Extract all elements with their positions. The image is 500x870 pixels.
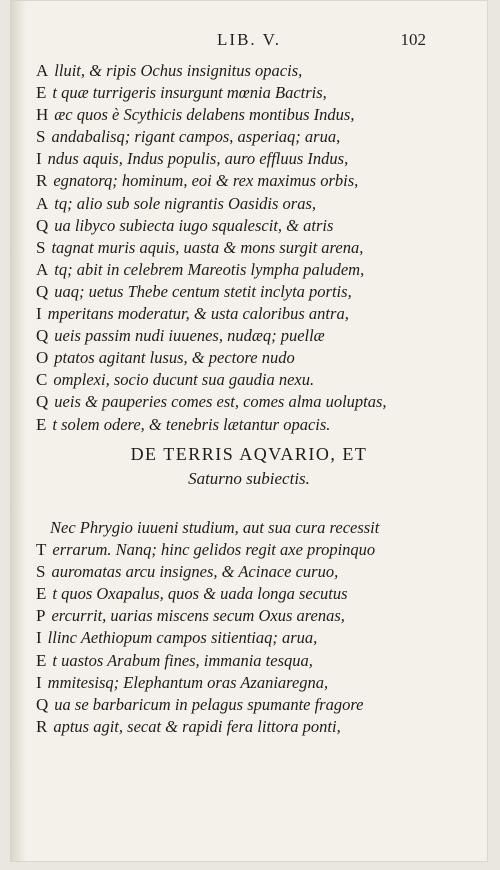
verse-text: t quos Oxapalus, quos & uada longa secutus [52, 584, 348, 604]
verse-text: tagnat muris aquis, uasta & mons surgit arena, [51, 237, 364, 257]
verse-initial: E [36, 584, 47, 604]
verse-block-1 [36, 60, 466, 436]
verse-line [36, 60, 466, 82]
verse-text: lluit, & ripis Ochus insignitus opacis, [54, 61, 303, 80]
verse-initial: Q [36, 215, 49, 235]
verse-text: ua se barbaricum in pelagus spumante fragore [54, 694, 364, 714]
verse-text: auromatas arcu insignes, & Acinace curuo, [51, 562, 339, 582]
verse-line [36, 259, 466, 281]
verse-line [36, 561, 466, 583]
verse-line [36, 82, 466, 104]
verse-line [36, 303, 466, 325]
verse-line [36, 104, 466, 126]
page-number: 102 [400, 30, 426, 49]
verse-text: llinc Aethiopum campos sitientiaq; arua, [47, 628, 318, 648]
verse-initial: Q [36, 392, 49, 412]
verse-line [36, 716, 466, 738]
section-title-line1: DE TERRIS AQVARIO, ET [130, 444, 368, 464]
verse-initial: P [36, 606, 46, 626]
verse-text: ercurrit, uarias miscens secum Oxus arenas, [51, 606, 345, 626]
book-page [10, 0, 488, 862]
verse-initial: E [36, 650, 47, 670]
verse-initial: I [36, 628, 42, 648]
verse-initial: A [36, 259, 49, 279]
verse-initial: Q [36, 326, 49, 346]
verse-text: mmitesisq; Elephantum oras Azaniaregna, [47, 672, 329, 692]
verse-initial: S [36, 237, 46, 257]
verse-line [36, 148, 466, 170]
verse-text: ueis & pauperies comes est, comes alma uoluptas, [54, 392, 387, 412]
verse-initial: A [36, 193, 49, 213]
verse-initial: R [36, 171, 48, 191]
verse-line [36, 215, 466, 237]
verse-text: errarum. Nanq; hinc gelidos regit axe propinquo [52, 540, 376, 560]
page-gutter-shadow [10, 0, 26, 862]
verse-line [36, 193, 466, 215]
verse-text: tq; abit in celebrem Mareotis lympha paludem, [54, 259, 365, 279]
verse-initial: A [36, 61, 49, 80]
verse-line [36, 170, 466, 192]
verse-initial: C [36, 370, 48, 390]
section-title-line2: Saturno subiectis. [188, 469, 310, 488]
verse-text: ptatos agitant lusus, & pectore nudo [54, 348, 295, 368]
section-heading [10, 441, 488, 491]
verse-line [36, 650, 466, 672]
verse-initial: I [36, 149, 42, 169]
verse-initial: R [36, 716, 48, 736]
verse-line [36, 347, 466, 369]
running-head: LIB. V. [217, 30, 281, 49]
page-header [10, 30, 488, 54]
verse-initial: S [36, 127, 46, 147]
verse-text: Nec Phrygio iuueni studium, aut sua cura recessit [50, 518, 380, 537]
verse-initial: E [36, 83, 47, 103]
verse-line [36, 583, 466, 605]
verse-text: ua libyco subiecta iugo squalescit, & atris [54, 215, 334, 235]
verse-initial: Q [36, 694, 49, 714]
verse-line [36, 694, 466, 716]
verse-initial: S [36, 562, 46, 582]
verse-line [36, 605, 466, 627]
verse-initial: I [36, 304, 42, 324]
verse-initial: Q [36, 281, 49, 301]
verse-line [36, 126, 466, 148]
verse-text: aptus agit, secat & rapidi fera littora ponti, [53, 716, 341, 736]
verse-text: t quæ turrigeris insurgunt mœnia Bactris, [52, 83, 327, 103]
verse-line [36, 414, 466, 436]
verse-text: æc quos è Scythicis delabens montibus Indus, [54, 105, 355, 125]
verse-initial: O [36, 348, 49, 368]
verse-line [36, 391, 466, 413]
verse-text: tq; alio sub sole nigrantis Oasidis oras, [54, 193, 317, 213]
verse-text: t uastos Arabum fines, immania tesqua, [52, 650, 313, 670]
verse-line [36, 627, 466, 649]
verse-line [36, 325, 466, 347]
verse-text: ndus aquis, Indus populis, auro effluus Indus, [47, 149, 349, 169]
verse-block-2 [36, 517, 466, 738]
verse-initial: I [36, 672, 42, 692]
verse-initial: H [36, 105, 49, 125]
verse-text: egnatorq; hominum, eoi & rex maximus orbis, [53, 171, 359, 191]
verse-line [36, 281, 466, 303]
verse-line [36, 539, 466, 561]
verse-line [36, 237, 466, 259]
verse-line [36, 517, 466, 539]
verse-text: uaq; uetus Thebe centum stetit inclyta portis, [54, 281, 352, 301]
verse-text: ueis passim nudi iuuenes, nudæq; puellæ [54, 326, 325, 346]
verse-initial: E [36, 414, 47, 434]
verse-text: andabalisq; rigant campos, asperiaq; arua, [51, 127, 341, 147]
verse-text: omplexi, socio ducunt sua gaudia nexu. [53, 370, 315, 390]
verse-line [36, 672, 466, 694]
verse-line [36, 369, 466, 391]
verse-text: t solem odere, & tenebris lætantur opacis. [52, 414, 331, 434]
verse-text: mperitans moderatur, & usta caloribus antra, [47, 304, 349, 324]
verse-initial: T [36, 540, 47, 560]
